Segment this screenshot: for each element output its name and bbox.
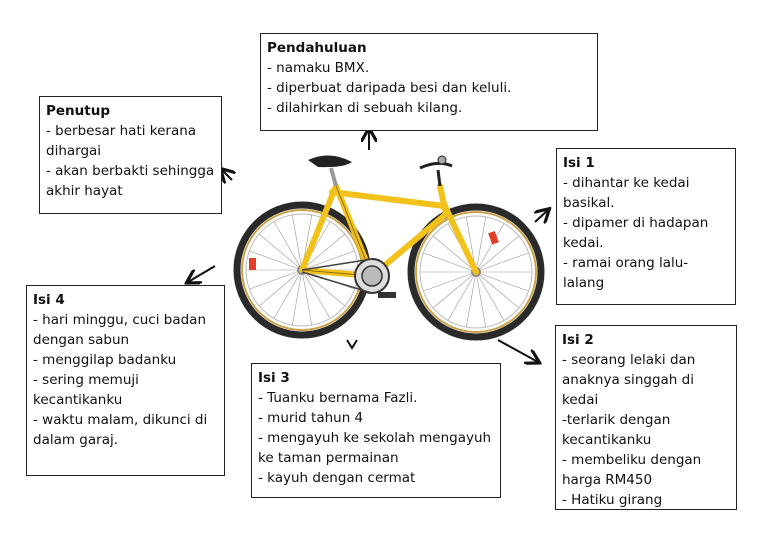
front-reflector — [488, 231, 499, 245]
isi4-item: - waktu malam, dikunci di dalam garaj. — [33, 412, 208, 448]
intro-item: - diperbuat daripada besi dan keluli. — [267, 80, 512, 96]
arrow-to-closing — [222, 170, 232, 180]
isi3-box — [251, 363, 501, 498]
isi2-item: -terlarik dengan kecantikanku — [562, 412, 671, 448]
isi1-item: - ramai orang lalu-lalang — [563, 255, 689, 291]
isi3-item: - murid tahun 4 — [258, 410, 364, 426]
isi1-item: - dipamer di hadapan kedai. — [563, 215, 709, 251]
isi2-item: - membeliku dengan harga RM450 — [562, 452, 702, 488]
closing-list — [46, 121, 215, 201]
intro-list — [267, 58, 591, 118]
isi2-title: Isi 2 — [562, 332, 594, 348]
isi2-item: - seorang lelaki dan anaknya singgah di kedai — [562, 352, 696, 408]
bicycle-illustration — [237, 155, 541, 337]
isi4-list — [33, 310, 218, 450]
isi3-item: - mengayuh ke sekolah mengayuh ke taman permainan — [258, 430, 492, 466]
seat — [308, 155, 352, 186]
closing-item: - berbesar hati kerana dihargai — [46, 123, 197, 159]
intro-box — [260, 33, 598, 131]
intro-item: - namaku BMX. — [267, 60, 370, 76]
arrow-to-isi2 — [498, 340, 538, 362]
isi2-list — [562, 350, 730, 510]
isi1-box — [556, 148, 736, 305]
isi3-list — [258, 388, 494, 488]
closing-item: - akan berbakti sehingga akhir hayat — [46, 163, 215, 199]
isi4-item: - menggilap badanku — [33, 352, 177, 368]
arrow-to-isi3 — [347, 340, 357, 348]
closing-title: Penutup — [46, 103, 110, 119]
isi1-list — [563, 173, 729, 293]
handlebar — [420, 156, 452, 186]
arrow-to-isi1 — [535, 210, 548, 222]
isi1-title: Isi 1 — [563, 155, 595, 171]
closing-box — [39, 96, 222, 214]
isi4-box — [26, 285, 225, 476]
isi2-box — [555, 325, 737, 510]
isi2-item: - Hatiku girang — [562, 492, 663, 508]
isi3-title: Isi 3 — [258, 370, 290, 386]
isi3-item: - kayuh dengan cermat — [258, 470, 416, 486]
intro-title: Pendahuluan — [267, 40, 367, 56]
isi4-item: - hari minggu, cuci badan dengan sabun — [33, 312, 207, 348]
isi1-item: - dihantar ke kedai basikal. — [563, 175, 690, 211]
intro-item: - dilahirkan di sebuah kilang. — [267, 100, 463, 116]
rear-reflector — [249, 258, 256, 270]
arrow-to-isi4 — [188, 266, 215, 282]
isi4-item: - sering memuji kecantikanku — [33, 372, 139, 408]
isi4-title: Isi 4 — [33, 292, 65, 308]
isi3-item: - Tuanku bernama Fazli. — [258, 390, 418, 406]
